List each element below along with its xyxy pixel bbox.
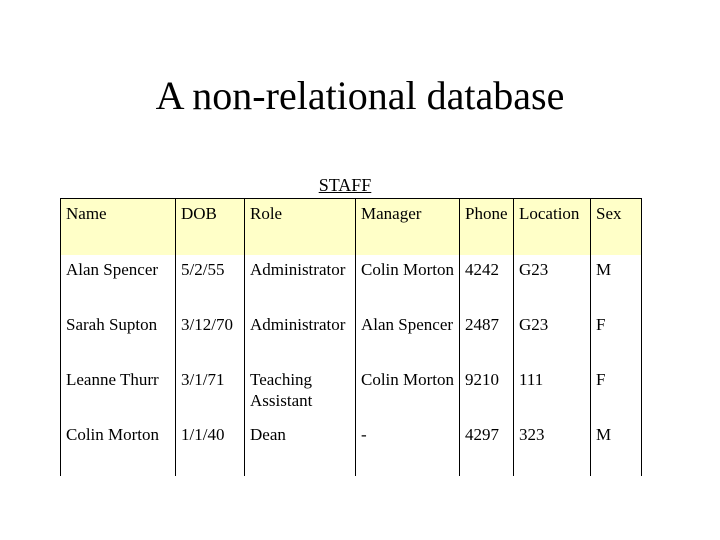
cell-manager: - [356,420,460,476]
cell-dob: 3/1/71 [176,365,245,420]
cell-role: Dean [245,420,356,476]
cell-phone: 4242 [460,255,514,310]
cell-manager: Colin Morton [356,365,460,420]
cell-manager: Alan Spencer [356,310,460,365]
cell-sex: F [591,310,642,365]
cell-phone: 4297 [460,420,514,476]
column-header-phone: Phone [460,199,514,255]
staff-table [60,198,642,476]
cell-dob: 5/2/55 [176,255,245,310]
column-header-name: Name [61,199,176,255]
column-header-manager: Manager [356,199,460,255]
cell-name: Leanne Thurr [61,365,176,420]
column-header-dob: DOB [176,199,245,255]
cell-location: G23 [514,255,591,310]
table-caption: STAFF [318,175,372,195]
cell-dob: 3/12/70 [176,310,245,365]
cell-manager: Colin Morton [356,255,460,310]
table-row [61,255,642,310]
cell-sex: F [591,365,642,420]
column-header-role: Role [245,199,356,255]
cell-role: Teaching Assistant [245,365,356,420]
cell-location: G23 [514,310,591,365]
cell-dob: 1/1/40 [176,420,245,476]
column-header-location: Location [514,199,591,255]
slide-title: A non-relational database [155,73,565,118]
cell-phone: 9210 [460,365,514,420]
cell-location: 111 [514,365,591,420]
cell-sex: M [591,420,642,476]
table-row [61,365,642,420]
cell-name: Alan Spencer [61,255,176,310]
cell-phone: 2487 [460,310,514,365]
cell-name: Colin Morton [61,420,176,476]
table-header-row [61,199,642,255]
table-row [61,420,642,476]
cell-role: Administrator [245,255,356,310]
cell-location: 323 [514,420,591,476]
cell-name: Sarah Supton [61,310,176,365]
cell-role: Administrator [245,310,356,365]
cell-sex: M [591,255,642,310]
column-header-sex: Sex [591,199,642,255]
table-row [61,310,642,365]
